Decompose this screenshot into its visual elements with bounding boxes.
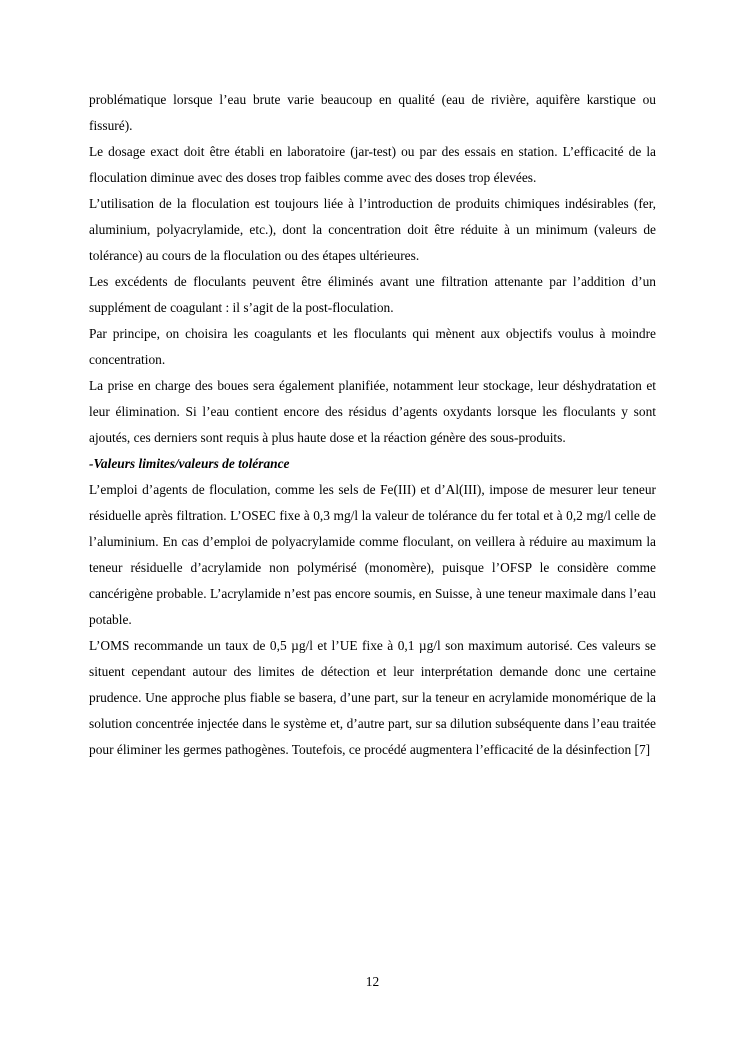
- page-body: [89, 87, 656, 763]
- paragraph: La prise en charge des boues sera également planifiée, notamment leur stockage, leur déshydratation et leur élimination. Si l’eau contient encore des résidus d’agents oxydants lorsque les floculants y sont ajoutés, ces derniers sont requis à plus haute dose et la réaction génère des sous-produits.: [89, 378, 656, 445]
- paragraph: L’emploi d’agents de floculation, comme les sels de Fe(III) et d’Al(III), impose de mesurer leur teneur résiduelle après filtration. L’OSEC fixe à 0,3 mg/l la valeur de tolérance du fer total et à 0,2 mg/l celle de l’aluminium. En cas d’emploi de polyacrylamide comme floculant, on veillera à réduire au maximum la teneur résiduelle d’acrylamide non polymérisé (monomère), puisque l’OFSP le considère comme cancérigène probable. L’acrylamide n’est pas encore soumis, en Suisse, à une teneur maximale dans l’eau potable.: [89, 482, 656, 627]
- section-heading: -Valeurs limites/valeurs de tolérance: [89, 456, 290, 471]
- page-number: 12: [365, 974, 380, 989]
- paragraph: Le dosage exact doit être établi en laboratoire (jar-test) ou par des essais en station. L’efficacité de la floculation diminue avec des doses trop faibles comme avec des doses trop élevées.: [89, 144, 656, 185]
- paragraph: problématique lorsque l’eau brute varie beaucoup en qualité (eau de rivière, aquifère karstique ou fissuré).: [89, 92, 656, 133]
- paragraph: Les excédents de floculants peuvent être éliminés avant une filtration attenante par l’addition d’un supplément de coagulant : il s’agit de la post-floculation.: [89, 274, 656, 315]
- paragraph: L’utilisation de la floculation est toujours liée à l’introduction de produits chimiques indésirables (fer, aluminium, polyacrylamide, etc.), dont la concentration doit être réduite à un minimum (valeurs de tolérance) au cours de la floculation ou des étapes ultérieures.: [89, 196, 656, 263]
- paragraph: Par principe, on choisira les coagulants et les floculants qui mènent aux objectifs voulus à moindre concentration.: [89, 326, 656, 367]
- paragraph: L’OMS recommande un taux de 0,5 µg/l et l’UE fixe à 0,1 µg/l son maximum autorisé. Ces valeurs se situent cependant autour des limites de détection et leur interprétation demande donc une certaine prudence. Une approche plus fiable se basera, d’une part, sur la teneur en acrylamide monomérique de la solution concentrée injectée dans le système et, d’autre part, sur sa dilution subséquente dans l’eau traitée pour éliminer les germes pathogènes. Toutefois, ce procédé augmentera l’efficacité de la désinfection [7]: [89, 638, 656, 757]
